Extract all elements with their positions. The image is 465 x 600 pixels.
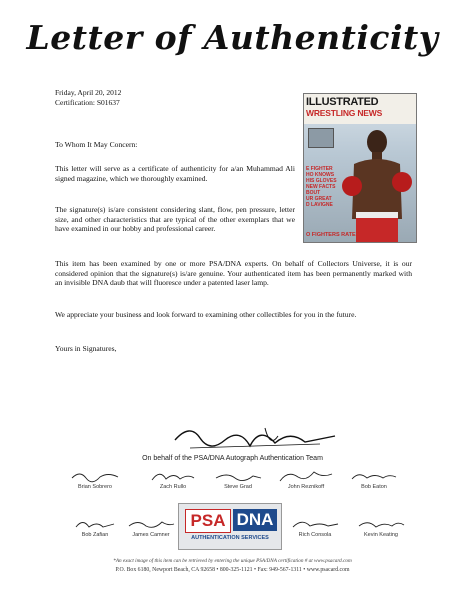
signer-block	[348, 516, 414, 538]
signature-scribble	[290, 516, 340, 532]
signature-scribble	[73, 516, 117, 532]
signer-name: Bob Zafian	[81, 532, 109, 538]
signer-block	[268, 468, 344, 490]
signer-name: Kevin Keating	[364, 532, 398, 538]
closing: Yours in Signatures,	[55, 344, 117, 353]
signature-scribble	[278, 468, 334, 484]
letter-title: Letter of Authenticity	[26, 18, 439, 57]
footnote: *An exact image of this item can be retrieved by entering the unique PSA/DNA certification # at www.psacard.com	[113, 558, 352, 564]
dna-logo-text: DNA	[233, 509, 277, 531]
signature-scribble	[349, 468, 399, 484]
behalf-text: On behalf of the PSA/DNA Autograph Authentication Team	[142, 455, 323, 462]
signature-scribble	[70, 468, 120, 484]
magazine-photo	[303, 93, 417, 243]
letter-date: Friday, April 20, 2012	[55, 88, 122, 97]
signer-block	[340, 468, 408, 490]
salutation: To Whom It May Concern:	[55, 140, 138, 149]
signer-name: Bob Eaton	[361, 484, 387, 490]
magazine-footer: O FIGHTERS RATED	[306, 232, 360, 238]
signer-block	[65, 516, 125, 538]
authentication-services-text: AUTHENTICATION SERVICES	[191, 535, 269, 541]
authenticator-signature	[170, 418, 340, 458]
signer-block	[203, 468, 273, 490]
paragraph-1: This letter will serve as a certificate of authenticity for a/an Muhammad Ali signed magazine, which we thoroughly examined.	[55, 164, 295, 183]
certification-number: Certification: S01637	[55, 98, 120, 107]
signer-name: Zach Rullo	[159, 484, 187, 490]
signer-name: James Camner	[132, 532, 170, 538]
signature-scribble	[126, 516, 176, 532]
boxer-image	[342, 124, 412, 242]
signer-block	[138, 468, 208, 490]
paragraph-2: The signature(s) is/are consistent considering slant, flow, pen pressure, letter size, and other characteristics that are typical of the other exemplars that we have examined in our hobby and professional career.	[55, 205, 295, 234]
psa-logo-text: PSA	[185, 509, 231, 533]
signer-block	[60, 468, 130, 490]
magazine-title-2: WRESTLING NEWS	[306, 108, 383, 118]
signer-block	[118, 516, 184, 538]
signer-name: Rich Consola	[298, 532, 332, 538]
signer-block	[282, 516, 348, 538]
signer-name: John Reznikoff	[287, 484, 325, 490]
magazine-title-1: ILLUSTRATED	[306, 96, 379, 108]
psa-dna-logo	[178, 503, 282, 550]
magazine-cover-lines: E FIGHTER HO KNOWS HIS GLOVES NEW FACTS BOUT UR GREAT D LAVIGNE	[306, 166, 337, 208]
signer-name: Brian Sobrero	[78, 484, 112, 490]
magazine-inset-photo	[308, 128, 334, 148]
signature-scribble	[213, 468, 263, 484]
paragraph-3: This item has been examined by one or more PSA/DNA experts. On behalf of Collectors Universe, it is our considered opinion that the signature(s) is/are genuine. Your authenticated item has been permanently marked with an invisible DNA daub that will fluoresce under a patented laser lamp.	[55, 259, 412, 288]
paragraph-4: We appreciate your business and look forward to examining other collectibles for you in the future.	[55, 310, 357, 319]
company-address: P.O. Box 6180, Newport Beach, CA 92658 • 800-325-1121 • Fax: 949-567-1311 • www.psacard.com	[115, 567, 350, 573]
signature-scribble	[148, 468, 198, 484]
signer-name: Steve Grad	[224, 484, 252, 490]
signature-scribble	[356, 516, 406, 532]
